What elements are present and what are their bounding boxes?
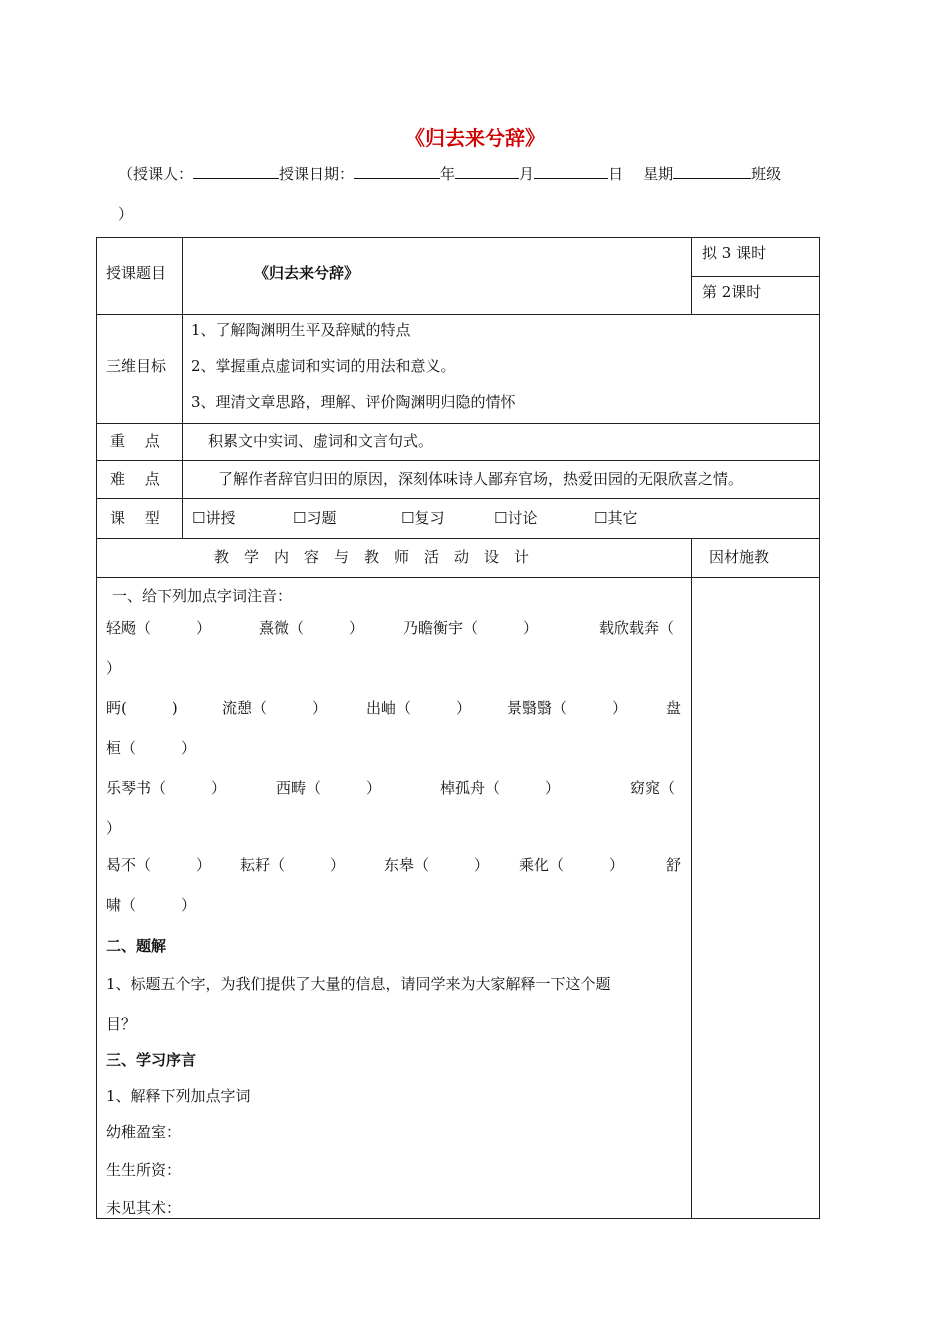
pinyin-item: 乃瞻衡宇（ ） bbox=[403, 619, 539, 637]
pinyin-item: 曷不（ ） bbox=[106, 856, 212, 874]
type-option-review[interactable]: ☐复习 bbox=[401, 509, 445, 527]
pinyin-item: 窈窕（ bbox=[630, 779, 676, 797]
pinyin-item: 西畴（ ） bbox=[276, 779, 382, 797]
topic-label: 授课题目 bbox=[106, 264, 167, 282]
page-title: 《归去来兮辞》 bbox=[405, 126, 545, 150]
goal-3: 3、理清文章思路，理解、评价陶渊明归隐的情怀 bbox=[191, 393, 516, 411]
word-item: 未见其术： bbox=[106, 1199, 182, 1217]
pinyin-item-wrap: ） bbox=[106, 659, 122, 677]
pinyin-item-wrap: 啸（ ） bbox=[106, 896, 197, 914]
content-header: 教 学 内 容 与 教 师 活 动 设 计 bbox=[214, 548, 530, 566]
pinyin-item: 出岫（ ） bbox=[366, 699, 472, 717]
section-2-question: 1、标题五个字，为我们提供了大量的信息，请同学来为大家解释一下这个题 bbox=[106, 975, 611, 993]
planned-hours: 拟 3 课时 bbox=[702, 244, 767, 262]
type-option-discussion[interactable]: ☐讨论 bbox=[494, 509, 538, 527]
pinyin-item-wrap: ） bbox=[106, 819, 122, 837]
type-option-lecture[interactable]: ☐讲授 bbox=[192, 509, 236, 527]
goal-2: 2、掌握重点虚词和实词的用法和意义。 bbox=[191, 357, 456, 375]
section-2-question-wrap: 目？ bbox=[106, 1015, 137, 1033]
section-2-title: 二、题解 bbox=[106, 937, 167, 955]
pinyin-item: 景翳翳（ ） bbox=[507, 699, 628, 717]
header-close-paren: ） bbox=[118, 205, 134, 223]
month-blank bbox=[455, 164, 519, 179]
week-blank bbox=[673, 164, 751, 179]
pinyin-item-wrap: 桓（ ） bbox=[106, 739, 197, 757]
week-label: 星期 bbox=[643, 165, 674, 183]
difficulty-label: 难 点 bbox=[110, 470, 160, 488]
pinyin-item: 乐琴书（ ） bbox=[106, 779, 227, 797]
goals-label: 三维目标 bbox=[106, 357, 167, 375]
goal-1: 1、了解陶渊明生平及辞赋的特点 bbox=[191, 321, 411, 339]
pinyin-item: 盘 bbox=[666, 699, 682, 717]
class-label: 班级 bbox=[751, 165, 782, 183]
month-label: 月 bbox=[519, 165, 535, 183]
teacher-blank bbox=[193, 164, 279, 179]
word-item: 生生所资： bbox=[106, 1161, 182, 1179]
pinyin-item: 流憩（ ） bbox=[222, 699, 328, 717]
difficulty-value: 了解作者辞官归田的原因，深刻体味诗人鄙弃官场，热爱田园的无限欣喜之情。 bbox=[218, 470, 744, 488]
pinyin-item: 熹微（ ） bbox=[259, 619, 365, 637]
pinyin-item: 棹孤舟（ ） bbox=[440, 779, 561, 797]
pinyin-item: 眄( ) bbox=[106, 699, 178, 717]
pinyin-item: 耘耔（ ） bbox=[240, 856, 346, 874]
key-value: 积累文中实词、虚词和文言句式。 bbox=[208, 432, 434, 450]
pinyin-item: 轻飏（ ） bbox=[106, 619, 212, 637]
current-hour: 第 2课时 bbox=[702, 283, 762, 301]
section-3-question: 1、解释下列加点字词 bbox=[106, 1087, 251, 1105]
year-label: 年 bbox=[440, 165, 456, 183]
topic-value: 《归去来兮辞》 bbox=[254, 264, 360, 282]
section-1-title: 一、给下列加点字词注音： bbox=[112, 587, 293, 605]
type-option-other[interactable]: ☐其它 bbox=[594, 509, 638, 527]
type-option-exercise[interactable]: ☐习题 bbox=[293, 509, 337, 527]
day-label: 日 bbox=[608, 165, 624, 183]
adapt-header: 因材施教 bbox=[709, 548, 770, 566]
day-blank bbox=[534, 164, 608, 179]
pinyin-item: 乘化（ ） bbox=[519, 856, 625, 874]
pinyin-item: 载欣载奔（ bbox=[599, 619, 675, 637]
pinyin-item: 舒 bbox=[666, 856, 682, 874]
year-blank bbox=[354, 164, 440, 179]
word-item: 幼稚盈室： bbox=[106, 1123, 182, 1141]
key-label: 重 点 bbox=[110, 432, 160, 450]
date-label: 授课日期： bbox=[279, 165, 355, 183]
header-info bbox=[118, 163, 838, 184]
teacher-label: （授课人： bbox=[118, 165, 194, 183]
pinyin-item: 东皋（ ） bbox=[384, 856, 490, 874]
section-3-title: 三、学习序言 bbox=[106, 1051, 197, 1069]
type-label: 课 型 bbox=[110, 509, 160, 527]
